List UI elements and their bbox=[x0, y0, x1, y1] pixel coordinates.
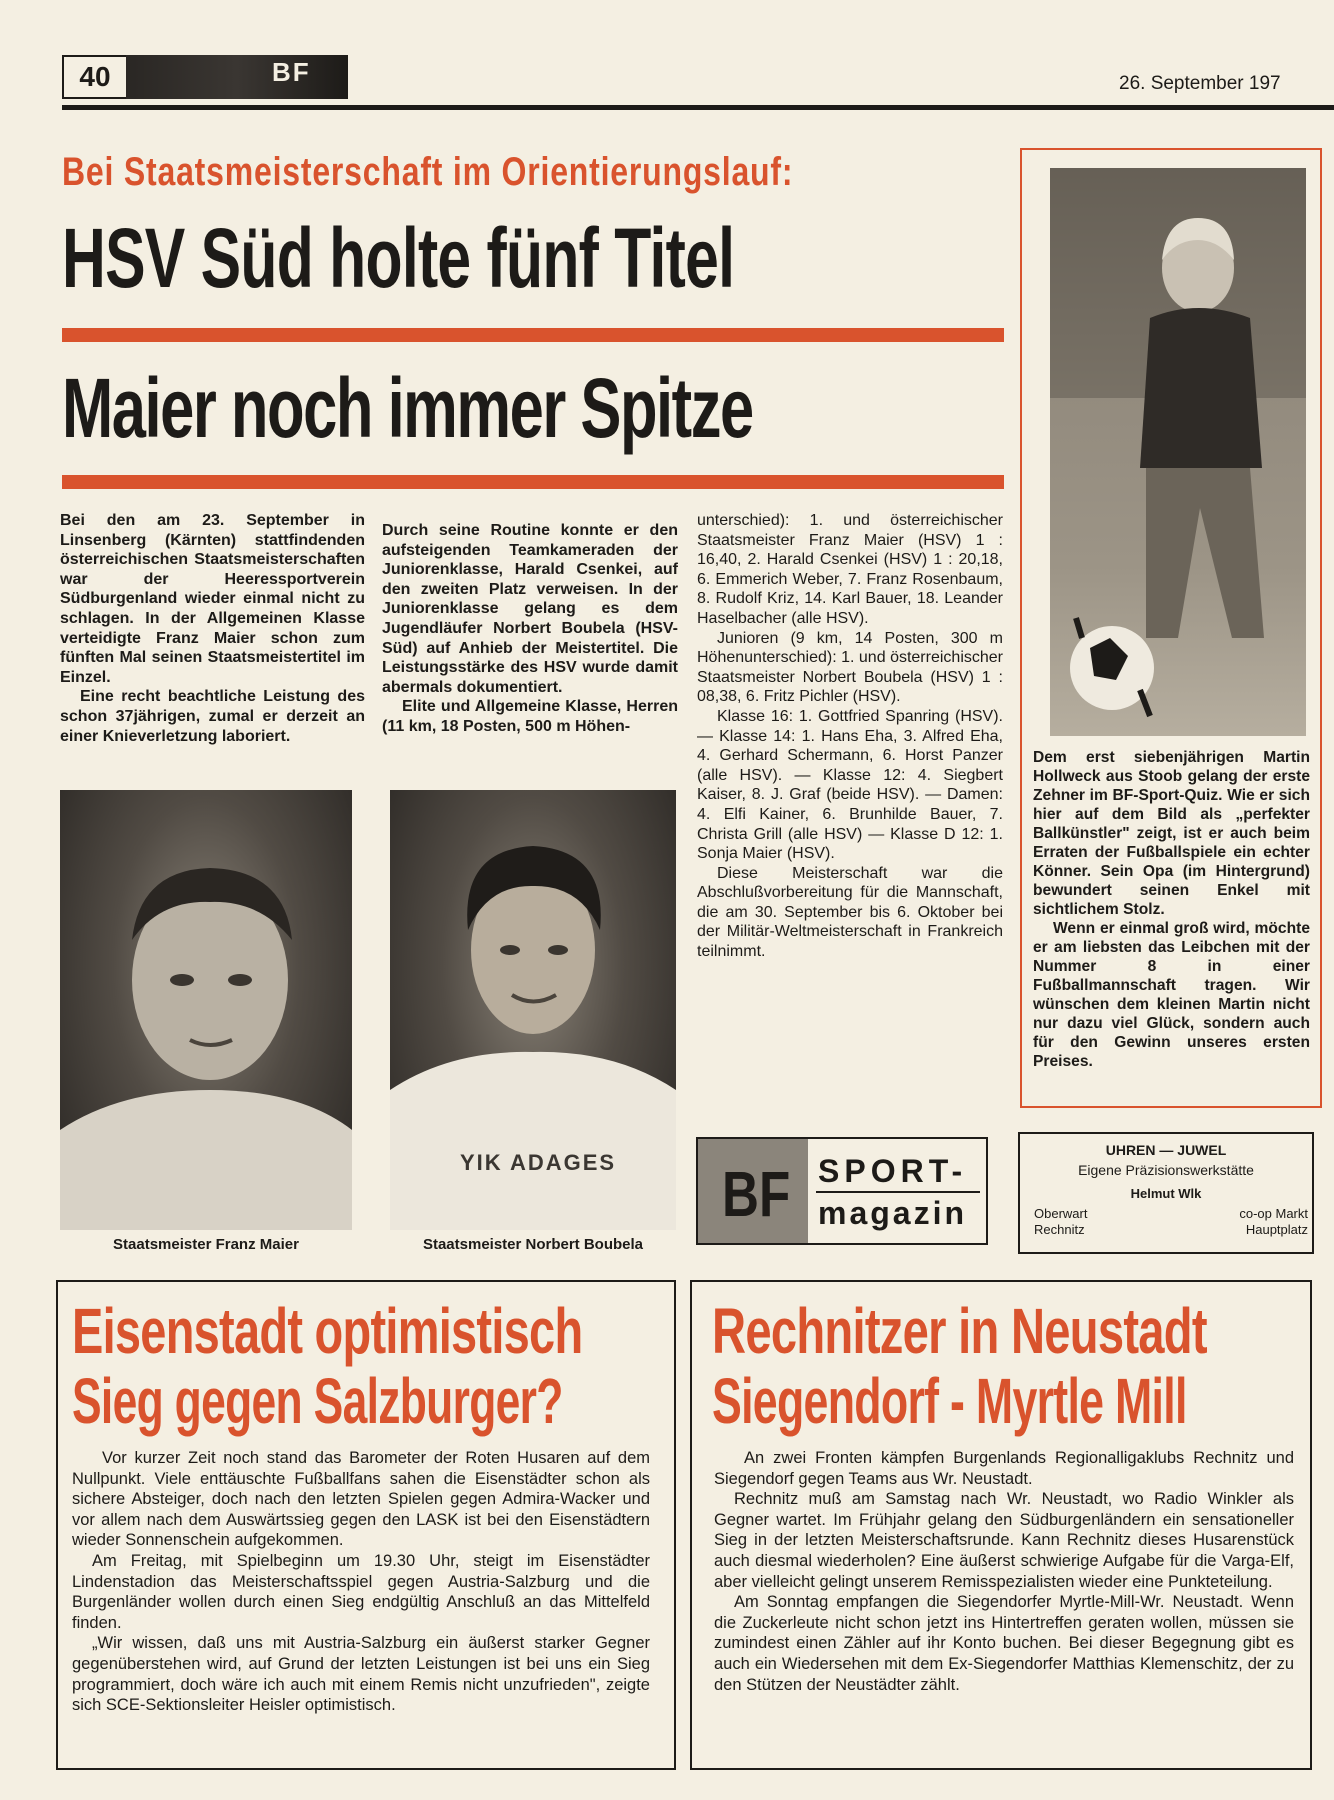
article-right-para: An zwei Fronten kämpfen Burgenlands Regionalligaklubs Rechnitz und Siegendorf gegen Teams aus Wr. Neustadt. bbox=[714, 1449, 1294, 1488]
article-right-para: Rechnitz muß am Samstag nach Wr. Neustadt, wo Radio Winkler als Gegner wartet. Im Frühjahr gelang den Südburgenländern ein sensationeller Sieg in der letzten Meisterschaftsrunde. Kann Rechnitz dieses Husarenstück auch diesmal wiederholen? Eine äußerst schwierige Aufgabe für die Varga-Elf, aber vielleicht gelingt unserem Remisspezialisten wieder eine Punkteteilung. bbox=[714, 1490, 1294, 1591]
lead-column-1 bbox=[60, 511, 365, 746]
sidebar-caption bbox=[1033, 748, 1310, 1071]
jeweler-ad bbox=[1018, 1132, 1314, 1254]
sport-logo-bf: BF bbox=[722, 1158, 791, 1230]
article-right-body bbox=[714, 1448, 1294, 1695]
ad-left-line1: Oberwart bbox=[1034, 1206, 1088, 1221]
lead-col2-para: Elite und Allgemeine Klasse, Herren (11 km, 18 Posten, 500 m Höhen- bbox=[382, 698, 678, 735]
sport-logo-bf-block bbox=[698, 1139, 808, 1243]
lead-col1-para: Bei den am 23. September in Linsenberg (Kärnten) stattfindenden österreichischen Staatsmeisterschaften war der Heeressportverein Südburgenland wieder einmal nicht zu schlagen. In der Allgemeinen Klasse verteidigte Franz Maier schon zum fünften Mal seinen Staatsmeistertitel im Einzel. bbox=[60, 512, 365, 686]
ad-right-line2: Hauptplatz bbox=[1245, 1222, 1308, 1237]
lead-kicker: Bei Staatsmeisterschaft im Orientierungslauf: bbox=[62, 150, 794, 194]
article-left-body bbox=[72, 1448, 650, 1716]
article-right-headline-1: Rechnitzer in Neustadt bbox=[712, 1295, 1207, 1367]
issue-date: 26. September 197 bbox=[1119, 73, 1281, 94]
article-left-headline-2: Sieg gegen Salzburger? bbox=[72, 1365, 563, 1437]
photo-caption-boubela: Staatsmeister Norbert Boubela bbox=[422, 1236, 644, 1253]
article-left-para: Vor kurzer Zeit noch stand das Barometer der Roten Husaren auf dem Nullpunkt. Viele enttäuschte Fußballfans sahen die Eisenstädter schon als sichere Absteiger, doch nach den letzten Spielen gegen Admira-Wacker und vor allem nach dem Auswärtssieg gegen den LASK ist bei den Eisenstädtern wieder Sonnenschein aufgekommen. bbox=[72, 1449, 650, 1550]
boy-with-ball-silhouette bbox=[1050, 168, 1306, 736]
portrait-silhouette bbox=[60, 790, 352, 1230]
ad-owner: Helmut Wlk bbox=[1130, 1186, 1202, 1201]
lead-col2-para: Durch seine Routine konnte er den aufsteigenden Teamkameraden der Juniorenklasse, Harald Csenkei, auf den zweiten Platz verweisen. In der Juniorenklasse gelang es dem Jugendläufer Norbert Boubela (HSV-Süd) auf Anhieb der Meistertitel. Die Leistungsstärke des HSV wurde damit abermals dokumentiert. bbox=[382, 522, 678, 696]
lead-column-3 bbox=[697, 511, 1003, 962]
page-number: 40 bbox=[62, 55, 128, 99]
photo-martin-hollweck bbox=[1050, 168, 1306, 736]
ad-title: UHREN — JUWEL bbox=[1105, 1142, 1227, 1158]
masthead-bf: BF bbox=[272, 57, 311, 87]
sport-magazin-logo bbox=[696, 1137, 988, 1245]
sport-logo-divider bbox=[816, 1191, 980, 1193]
lead-headline-1: HSV Süd holte fünf Titel bbox=[62, 211, 735, 305]
ad-left-line2: Rechnitz bbox=[1034, 1222, 1085, 1237]
lead-col3-para: unterschied): 1. und österreichischer Staatsmeister Franz Maier (HSV) 1 : 16,40, 2. Harald Csenkei (HSV) 1 : 20,18, 6. Emmerich Weber, 7. Franz Rosenbaum, 8. Rudolf Kriz, 14. Karl Bauer, 18. Leander Haselbacher (alle HSV). bbox=[697, 512, 1003, 627]
ad-subtitle: Eigene Präzisionswerkstätte bbox=[1078, 1162, 1254, 1178]
lead-red-bar-2 bbox=[62, 475, 1004, 489]
article-right-para: Am Sonntag empfangen die Siegendorfer Myrtle-Mill-Wr. Neustadt. Wenn die Zuckerleute nicht schon jetzt ins Hintertreffen geraten wollen, müssen sie zumindest einen Zähler auf ihr Konto buchen. Bei dieser Begegnung gibt es auch ein Wiedersehen mit dem Ex-Siegendorfer Matthias Klemenschitz, der zu den Stützen der Neustädter zählt. bbox=[714, 1593, 1294, 1694]
article-left-para: „Wir wissen, daß uns mit Austria-Salzburg ein äußerst starker Gegner gegenüberstehen wird, auf Grund der letzten Leistungen ist bei uns ein Sieg programmiert, doch wäre ich auch mit einem Remis nicht unzufrieden", zeigte sich SCE-Sektionsleiter Heisler optimistisch. bbox=[72, 1634, 650, 1715]
page-header bbox=[62, 55, 1334, 105]
photo-caption-maier: Staatsmeister Franz Maier bbox=[113, 1236, 299, 1253]
sidebar-caption-para: Dem erst siebenjährigen Martin Hollweck aus Stoob gelang der erste Zehner im BF-Sport-Quiz. Wie er sich hier auf dem Bild als „perfekter Ballkünstler" zeigt, ist er auch beim Erraten der Fußballspiele ein echter Könner. Sein Opa (im Hintergrund) bewundert seinen Enkel mit sichtlichem Stolz. bbox=[1033, 749, 1310, 918]
photo-norbert-boubela bbox=[390, 790, 676, 1230]
header-rule bbox=[62, 105, 1334, 110]
shirt-print: YIK ADAGES bbox=[460, 1150, 617, 1175]
masthead-band bbox=[126, 55, 348, 99]
article-left-headline-1: Eisenstadt optimistisch bbox=[72, 1295, 583, 1367]
lead-headline-2: Maier noch immer Spitze bbox=[62, 361, 753, 455]
ad-right-line1: co-op Markt bbox=[1239, 1206, 1308, 1221]
sidebar-caption-para: Wenn er einmal groß wird, möchte er am liebsten das Leibchen mit der Nummer 8 in einer Fußballmannschaft tragen. Wir wünschen dem kleinen Martin nicht nur dazu viel Glück, sondern auch für den Gewinn unseres ersten Preises. bbox=[1033, 920, 1310, 1070]
sport-logo-line2: magazin bbox=[818, 1195, 968, 1231]
lead-red-bar-1 bbox=[62, 328, 1004, 342]
lead-col3-para: Diese Meisterschaft war die Abschlußvorbereitung für die Mannschaft, die am 30. September bis 6. Oktober bei der Militär-Weltmeisterschaft in Frankreich teilnimmt. bbox=[697, 864, 1003, 961]
article-right-headline-2: Siegendorf - Myrtle Mill bbox=[712, 1365, 1187, 1437]
lead-column-2 bbox=[382, 521, 678, 737]
lead-col3-para: Klasse 16: 1. Gottfried Spanring (HSV). — Klasse 14: 1. Hans Eha, 3. Alfred Eha, 4. Gerhard Schermann, 6. Horst Panzer (alle HSV). — Klasse 12: 4. Siegbert Kaiser, 8. J. Graf (beide HSV). — Damen: 4. Elfi Kainer, 6. Brunhilde Bauer, 7. Christa Grill (alle HSV) — Klasse D 12: 1. Sonja Maier (HSV). bbox=[697, 707, 1003, 863]
lead-col1-para: Eine recht beachtliche Leistung des schon 37jährigen, zumal er derzeit an einer Knieverletzung laboriert. bbox=[60, 688, 365, 745]
article-left-para: Am Freitag, mit Spielbeginn um 19.30 Uhr, steigt im Eisenstädter Lindenstadion das Meisterschaftsspiel gegen Austria-Salzburg und die Burgenländer wollen durch einen Sieg endgültig Anschluß an das Mittelfeld finden. bbox=[72, 1551, 650, 1632]
sport-logo-line1: SPORT- bbox=[818, 1153, 968, 1189]
photo-franz-maier bbox=[60, 790, 352, 1230]
lead-col3-para: Junioren (9 km, 14 Posten, 300 m Höhenunterschied): 1. und österreichischer Staatsmeister Norbert Boubela (HSV) 1 : 08,38, 6. Fritz Pichler (HSV). bbox=[697, 629, 1003, 706]
